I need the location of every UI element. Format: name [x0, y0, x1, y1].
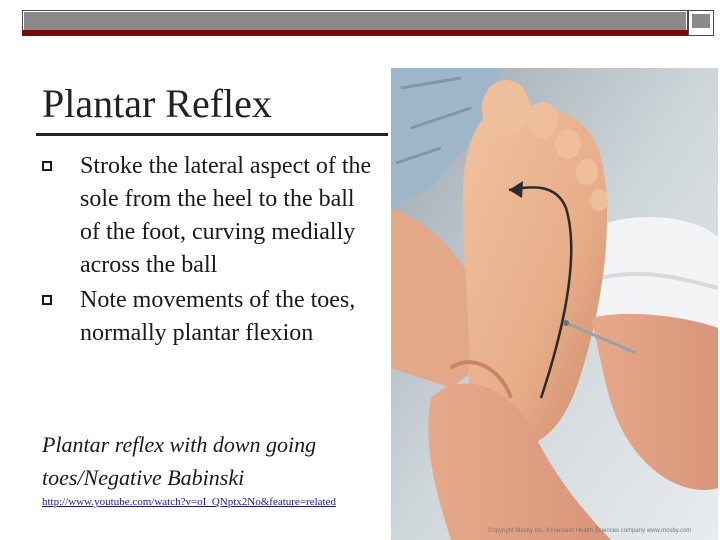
- bullet-item: [42, 284, 372, 350]
- slide-title: Plantar Reflex: [42, 81, 272, 126]
- foot-photo: [391, 68, 718, 540]
- square-bullet-icon: [42, 161, 52, 171]
- photo-credit: Copyright Mosby Inc. A Harcourt Health Sciences company www.mosby.com: [488, 528, 692, 534]
- foot-photo-illustration: [391, 68, 718, 540]
- video-caption: Plantar reflex with down going toes/Negative Babinski: [42, 432, 317, 490]
- header-bar-gray: [24, 12, 686, 30]
- bullet-item: [42, 150, 372, 282]
- square-bullet-icon: [42, 295, 52, 305]
- bullet-text: Stroke the lateral aspect of the sole from the heel to the ball of the foot, curving medially across the ball: [80, 153, 372, 278]
- title-divider: [36, 133, 388, 136]
- header-corner-box: [688, 10, 714, 36]
- bullet-list: [42, 150, 372, 352]
- header-bar-red: [22, 30, 714, 36]
- bullet-text: Note movements of the toes, normally plantar flexion: [80, 287, 356, 346]
- youtube-link[interactable]: http://www.youtube.com/watch?v=oI_QNptx2No&feature=related: [42, 496, 336, 508]
